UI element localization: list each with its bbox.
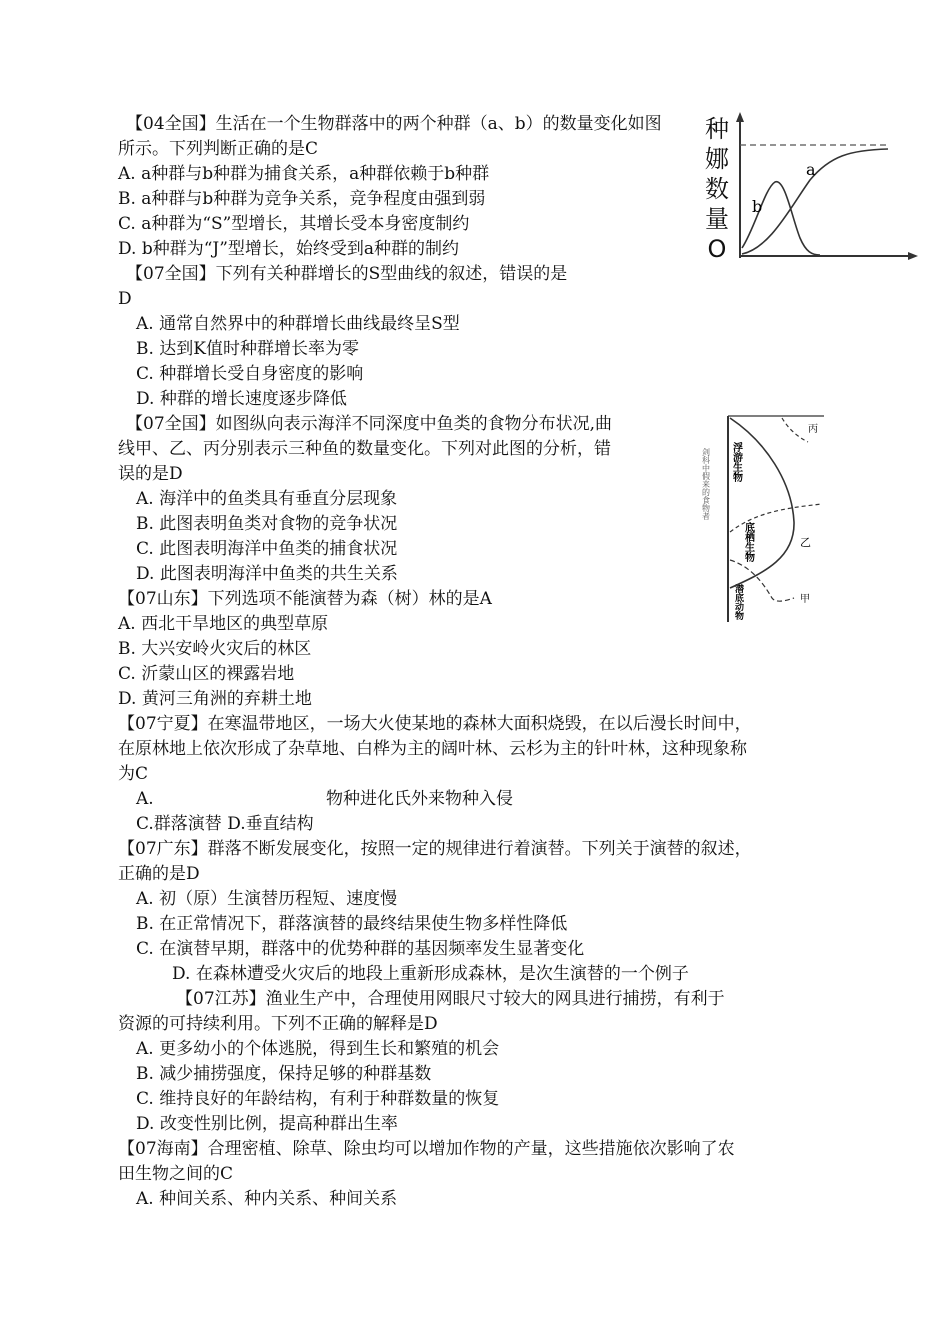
q5-option-ab-text: 物种进化氏外来物种入侵 (326, 789, 513, 809)
curve-a-label: a (806, 160, 816, 179)
q2-option-a: A. 通常自然界中的种群增长曲线最终呈S型 (136, 314, 460, 334)
plankton-label: 浮游生物 (730, 442, 742, 482)
q2-option-c: C. 种群增长受自身密度的影响 (136, 364, 364, 384)
q6-option-b: B. 在正常情况下，群落演替的最终结果使生物多样性降低 (136, 914, 568, 934)
q3-stem-line1: 【07全国】如图纵向表示海洋不同深度中鱼类的食物分布状况,曲 (126, 414, 613, 434)
q7-stem-line1: 【07江苏】渔业生产中，合理使用网眼尺寸较大的网具进行捕捞，有利于 (176, 989, 725, 1009)
q3-option-a: A. 海洋中的鱼类具有垂直分层现象 (136, 489, 398, 509)
q5-stem-line3: 为C (118, 764, 149, 784)
q2-stem: 【07全国】下列有关种群增长的S型曲线的叙述，错误的是 (126, 264, 568, 284)
q6-stem-line1: 【07广东】群落不断发展变化，按照一定的规律进行着演替。下列关于演替的叙述， (118, 839, 752, 859)
jia-label: 甲 (800, 594, 810, 605)
q7-option-a: A. 更多幼小的个体逃脱，得到生长和繁殖的机会 (136, 1039, 500, 1059)
curve-b-label: b (752, 197, 763, 216)
q8-stem-line1: 【07海南】合理密植、除草、除虫均可以增加作物的产量，这些措施依次影响了农 (118, 1139, 735, 1159)
q7-option-c: C. 维持良好的年龄结构，有利于种群数量的恢复 (136, 1089, 500, 1109)
q4-stem: 【07山东】下列选项不能演替为森（树）林的是A (118, 589, 492, 609)
q7-stem-line2: 资源的可持续利用。下列不正确的解释是D (118, 1014, 438, 1034)
q1-option-b: B. a种群与b种群为竞争关系，竞争程度由强到弱 (118, 189, 486, 209)
q1-stem-line2: 所示。下列判断正确的是C (118, 139, 319, 159)
q2-option-b: B. 达到K值时种群增长率为零 (136, 339, 359, 359)
ylabel-char: 数 (705, 175, 729, 203)
benthic-label: 底栖生物 (742, 522, 754, 562)
bing-label: 丙 (808, 424, 818, 435)
curve-b (742, 182, 820, 255)
q6-stem-line2: 正确的是D (118, 864, 200, 884)
q7-option-b: B. 减少捕捞强度，保持足够的种群基数 (136, 1064, 432, 1084)
yi-label: 乙 (800, 536, 811, 549)
q3-stem-line2: 线甲、乙、丙分别表示三种鱼的数量变化。下列对此图的分析，错 (118, 439, 611, 459)
q5-stem-line2: 在原林地上依次形成了杂草地、白桦为主的阔叶林、云杉为主的针叶林，这种现象称 (118, 739, 747, 759)
q3-option-b: B. 此图表明鱼类对食物的竞争状况 (136, 514, 398, 534)
q4-option-a: A. 西北干旱地区的典型草原 (118, 614, 329, 634)
q3-option-c: C. 此图表明海洋中鱼类的捕食状况 (136, 539, 398, 559)
q3-ocean-depth-figure (696, 412, 826, 624)
q4-option-d: D. 黄河三角洲的弃耕土地 (118, 689, 312, 709)
q2-answer: D (118, 289, 132, 309)
q3-option-d: D. 此图表明海洋中鱼类的共生关系 (136, 564, 398, 584)
q5-option-a: A. (136, 789, 154, 809)
ylabel-char: 量 (705, 205, 729, 233)
x-axis-arrow (908, 252, 918, 260)
q8-option-a: A. 种间关系、种内关系、种间关系 (136, 1189, 398, 1209)
q5-option-cd: C.群落演替 D.垂直结构 (136, 814, 314, 834)
q8-stem-line2: 田生物之间的C (118, 1164, 234, 1184)
q5-stem-line1: 【07宁夏】在寒温带地区，一场大火使某地的森林大面积烧毁，在以后漫长时间中， (118, 714, 752, 734)
q3-stem-line3: 误的是D (118, 464, 183, 484)
side-label: 剑科中假来的食物者 (701, 448, 711, 520)
q1-option-d: D. b种群为“J”型增长，始终受到a种群的制约 (118, 239, 460, 259)
q1-stem-line1: 【04全国】生活在一个生物群落中的两个种群（a、b）的数量变化如图 (126, 114, 662, 134)
q4-option-b: B. 大兴安岭火灾后的林区 (118, 639, 312, 659)
q1-option-c: C. a种群为“S”型增长，其增长受本身密度制约 (118, 214, 470, 234)
q4-option-c: C. 沂蒙山区的裸露岩地 (118, 664, 295, 684)
bottom-animal-label: 潜底动物 (733, 584, 743, 620)
q2-option-d: D. 种群的增长速度逐步降低 (136, 389, 347, 409)
q6-option-c: C. 在演替早期，群落中的优势种群的基因频率发生显著变化 (136, 939, 585, 959)
ylabel-char: 种 (705, 115, 729, 143)
q1-option-a: A. a种群与b种群为捕食关系，a种群依赖于b种群 (118, 164, 490, 184)
curve-bing (782, 418, 808, 442)
y-axis-arrow (736, 112, 744, 122)
ylabel-char: O (707, 235, 727, 263)
q7-option-d: D. 改变性别比例，提高种群出生率 (136, 1114, 398, 1134)
q6-option-d: D. 在森林遭受火灾后的地段上重新形成森林，是次生演替的一个例子 (172, 964, 689, 984)
q6-option-a: A. 初（原）生演替历程短、速度慢 (136, 889, 398, 909)
q1-population-figure (700, 108, 920, 263)
ylabel-char: 娜 (705, 145, 729, 173)
